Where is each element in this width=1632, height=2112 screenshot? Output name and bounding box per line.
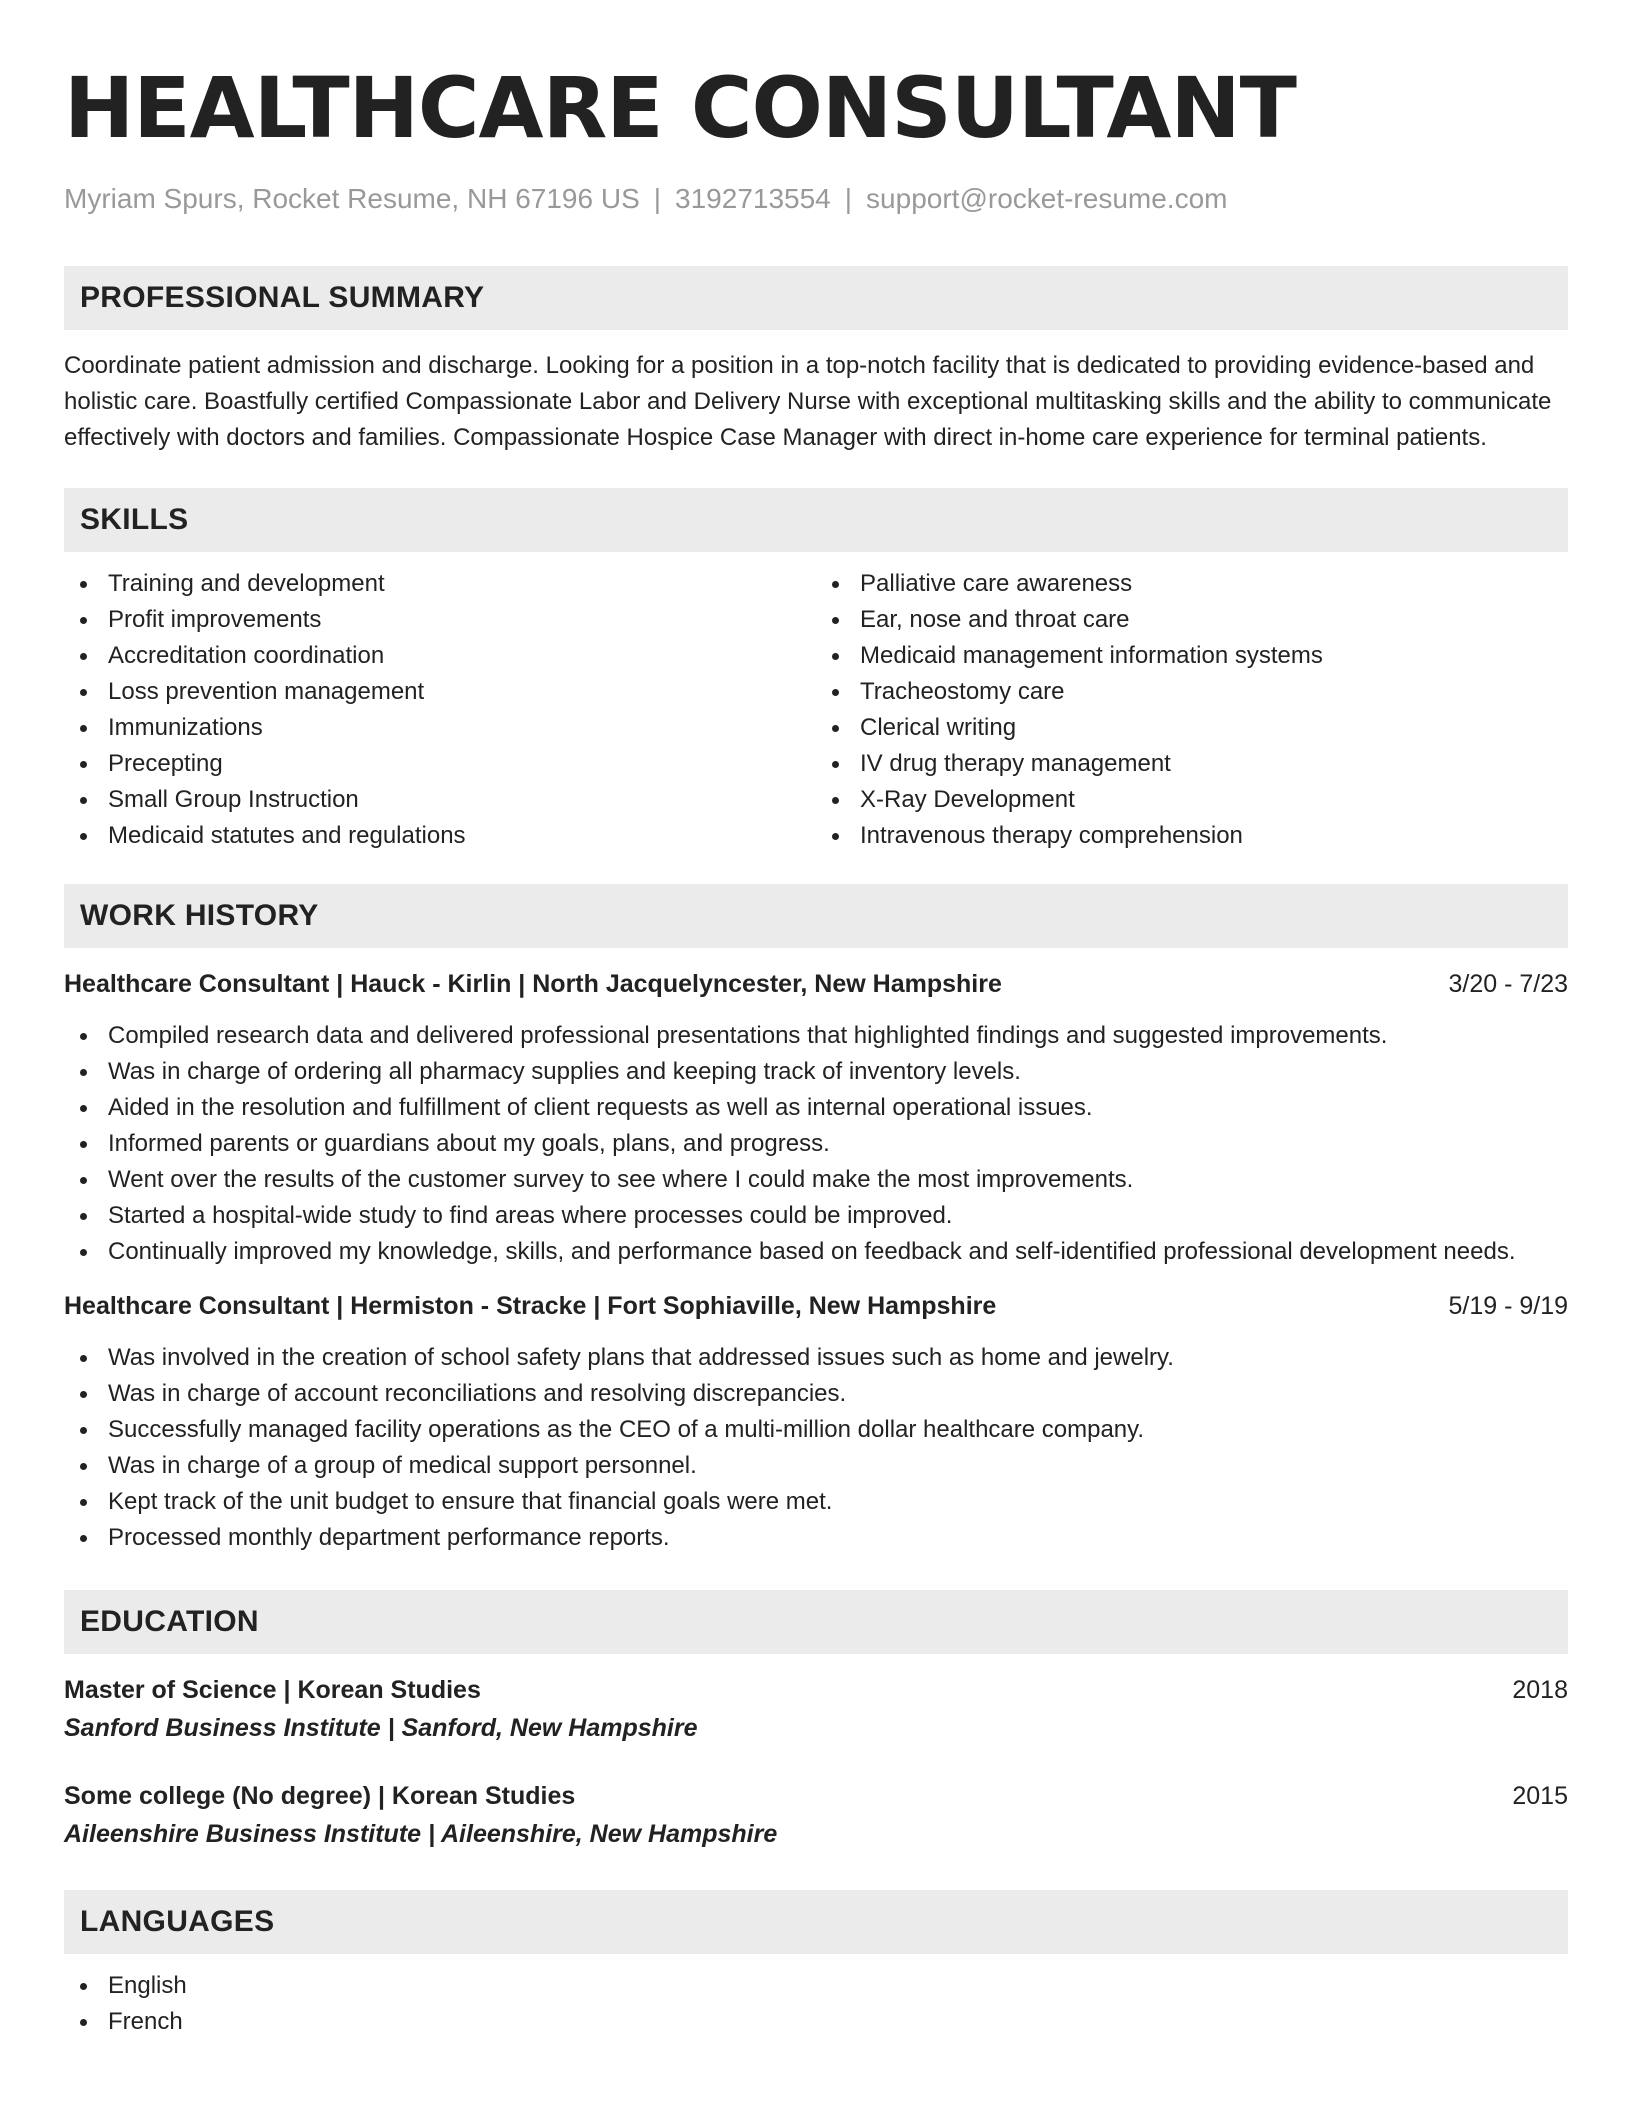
education-heading: EDUCATION <box>64 1590 1568 1654</box>
skill-item: Medicaid statutes and regulations <box>64 818 816 854</box>
skill-item: Ear, nose and throat care <box>816 602 1568 638</box>
skills-column-left <box>64 566 816 854</box>
contact-line <box>64 182 1568 216</box>
work-history-heading: WORK HISTORY <box>64 884 1568 948</box>
skill-item: X-Ray Development <box>816 782 1568 818</box>
job-bullet: Went over the results of the customer survey to see where I could make the most improvements. <box>64 1162 1568 1198</box>
contact-phone: 3192713554 <box>675 183 831 214</box>
job-dates: 5/19 - 9/19 <box>1448 1292 1568 1320</box>
job-bullet: Kept track of the unit budget to ensure that financial goals were met. <box>64 1484 1568 1520</box>
education-entry <box>64 1778 1568 1854</box>
resume-title: HEALTHCARE CONSULTANT <box>64 59 1296 157</box>
skill-item: Profit improvements <box>64 602 816 638</box>
education-header <box>64 1672 1568 1708</box>
job-bullet: Successfully managed facility operations as the CEO of a multi-million dollar healthcare company. <box>64 1412 1568 1448</box>
summary-heading: PROFESSIONAL SUMMARY <box>64 266 1568 330</box>
job-title: Healthcare Consultant | Hermiston - Stracke | Fort Sophiaville, New Hampshire <box>64 1292 997 1320</box>
skill-item: Precepting <box>64 746 816 782</box>
languages-heading: LANGUAGES <box>64 1890 1568 1954</box>
job-dates: 3/20 - 7/23 <box>1448 970 1568 998</box>
skill-item: IV drug therapy management <box>816 746 1568 782</box>
job-bullet: Continually improved my knowledge, skills, and performance based on feedback and self-identified professional development needs. <box>64 1234 1568 1270</box>
job-bullets <box>64 1340 1568 1556</box>
summary-text: Coordinate patient admission and discharge. Looking for a position in a top-notch facility that is dedicated to providing evidence-based and holistic care. Boastfully certified Compassionate Labor and Delivery Nurse with exceptional multitasking skills and the ability to communicate effectively with doctors and families. Compassionate Hospice Case Manager with direct in-home care experience for terminal patients. <box>64 352 1552 451</box>
job-header <box>64 966 1568 1002</box>
job-bullet: Was in charge of a group of medical support personnel. <box>64 1448 1568 1484</box>
job-bullet: Compiled research data and delivered professional presentations that highlighted findings and suggested improvements. <box>64 1018 1568 1054</box>
job-bullet: Started a hospital-wide study to find areas where processes could be improved. <box>64 1198 1568 1234</box>
skill-item: Intravenous therapy comprehension <box>816 818 1568 854</box>
education-year: 2018 <box>1512 1676 1568 1704</box>
skill-item: Tracheostomy care <box>816 674 1568 710</box>
job-entry <box>64 966 1568 1270</box>
skill-item: Small Group Instruction <box>64 782 816 818</box>
education-year: 2015 <box>1512 1782 1568 1810</box>
skill-item: Loss prevention management <box>64 674 816 710</box>
education-school: Sanford Business Institute | Sanford, New Hampshire <box>64 1714 698 1742</box>
skill-item: Medicaid management information systems <box>816 638 1568 674</box>
contact-email: support@rocket-resume.com <box>866 183 1228 214</box>
skill-item: Immunizations <box>64 710 816 746</box>
education-degree: Master of Science | Korean Studies <box>64 1676 481 1704</box>
skills-heading: SKILLS <box>64 488 1568 552</box>
skill-item: Training and development <box>64 566 816 602</box>
language-item: English <box>64 1968 1568 2004</box>
skill-item: Clerical writing <box>816 710 1568 746</box>
skills-column-right <box>816 566 1568 854</box>
languages-list <box>64 1968 1568 2040</box>
job-bullets <box>64 1018 1568 1270</box>
education-entry <box>64 1672 1568 1748</box>
education-school: Aileenshire Business Institute | Aileenshire, New Hampshire <box>64 1820 778 1848</box>
job-bullet: Was in charge of account reconciliations and resolving discrepancies. <box>64 1376 1568 1412</box>
job-bullet: Informed parents or guardians about my goals, plans, and progress. <box>64 1126 1568 1162</box>
job-header <box>64 1288 1568 1324</box>
job-bullet: Aided in the resolution and fulfillment of client requests as well as internal operational issues. <box>64 1090 1568 1126</box>
skills-list <box>64 566 1568 854</box>
education-degree: Some college (No degree) | Korean Studies <box>64 1782 576 1810</box>
language-item: French <box>64 2004 1568 2040</box>
job-title: Healthcare Consultant | Hauck - Kirlin | North Jacquelyncester, New Hampshire <box>64 970 1002 998</box>
contact-separator: | <box>844 183 853 214</box>
job-bullet: Processed monthly department performance reports. <box>64 1520 1568 1556</box>
job-bullet: Was in charge of ordering all pharmacy supplies and keeping track of inventory levels. <box>64 1054 1568 1090</box>
job-entry <box>64 1288 1568 1556</box>
skill-item: Palliative care awareness <box>816 566 1568 602</box>
skill-item: Accreditation coordination <box>64 638 816 674</box>
contact-address: Myriam Spurs, Rocket Resume, NH 67196 US <box>64 183 640 214</box>
education-header <box>64 1778 1568 1814</box>
job-bullet: Was involved in the creation of school safety plans that addressed issues such as home and jewelry. <box>64 1340 1568 1376</box>
contact-separator: | <box>653 183 662 214</box>
